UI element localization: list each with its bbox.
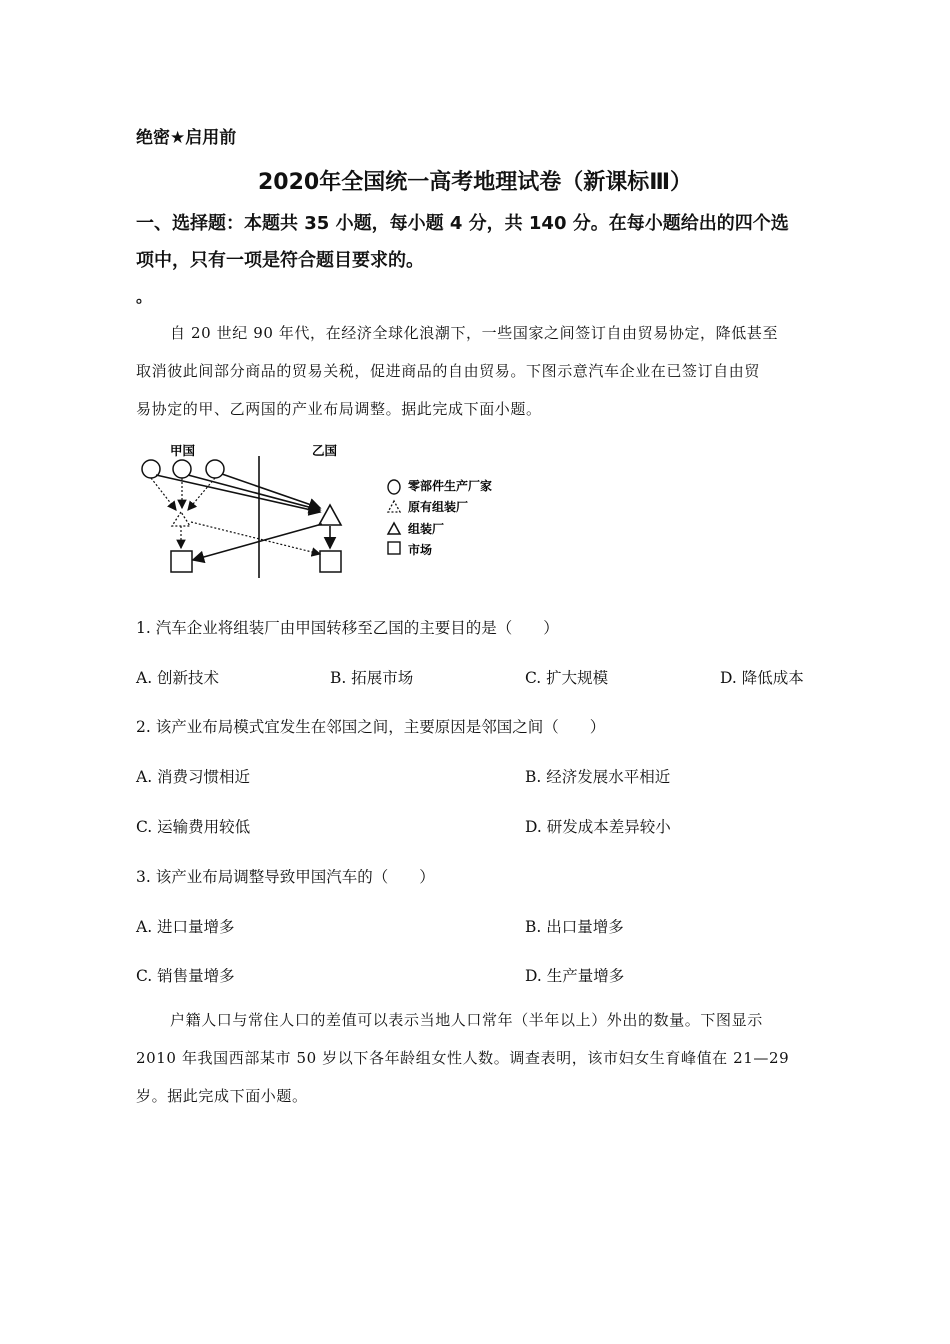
- question-2-option-a[interactable]: A. 消费习惯相近: [136, 768, 251, 786]
- parts-producer-icon: [206, 460, 224, 478]
- question-2-option-c[interactable]: C. 运输费用较低: [136, 818, 251, 836]
- section-dot: 。: [136, 287, 153, 306]
- legend-circle-icon: [388, 480, 400, 494]
- question-2-stem: 2. 该产业布局模式宜发生在邻国之间，主要原因是邻国之间（ ）: [136, 718, 606, 736]
- legend-label-original: 原有组装厂: [408, 500, 469, 514]
- question-1-option-b[interactable]: B. 拓展市场: [330, 669, 414, 687]
- question-2-option-d[interactable]: D. 研发成本差异较小: [525, 818, 671, 836]
- passage1-line2: 取消彼此间部分商品的贸易关税，促进商品的自由贸易。下图示意汽车企业在已签订自由贸: [136, 362, 761, 380]
- market-icon: [171, 551, 192, 572]
- question-1-option-d[interactable]: D. 降低成本: [720, 669, 804, 687]
- legend-label-parts: 零部件生产厂家: [408, 479, 493, 493]
- passage1-line1: 自 20 世纪 90 年代，在经济全球化浪潮下，一些国家之间签订自由贸易协定，降低甚至: [170, 324, 779, 342]
- page-title: 2020年全国统一高考地理试卷（新课标Ⅲ）: [257, 170, 693, 195]
- diagram-svg: [136, 438, 516, 583]
- legend-label-assembly: 组装厂: [408, 522, 445, 536]
- confidential-label: 绝密★启用前: [136, 128, 237, 148]
- market-icon: [320, 551, 341, 572]
- question-1-option-a[interactable]: A. 创新技术: [136, 669, 220, 687]
- country-a-label: 甲国: [170, 443, 196, 458]
- legend-square-icon: [388, 542, 400, 554]
- question-3-option-b[interactable]: B. 出口量增多: [525, 918, 624, 936]
- section-instruction-line1: 一、选择题：本题共 35 小题，每小题 4 分，共 140 分。在每小题给出的四个选: [136, 213, 789, 234]
- section-instruction-line2: 项中，只有一项是符合题目要求的。: [136, 250, 424, 271]
- industry-layout-diagram: [136, 438, 516, 583]
- question-3-option-a[interactable]: A. 进口量增多: [136, 918, 235, 936]
- question-3-stem: 3. 该产业布局调整导致甲国汽车的（ ）: [136, 868, 435, 886]
- passage2-line3: 岁。据此完成下面小题。: [136, 1087, 308, 1105]
- passage1-line3: 易协定的甲、乙两国的产业布局调整。据此完成下面小题。: [136, 400, 542, 418]
- question-1-option-c[interactable]: C. 扩大规模: [525, 669, 609, 687]
- question-3-option-c[interactable]: C. 销售量增多: [136, 967, 235, 985]
- assembly-plant-icon: [319, 505, 341, 525]
- legend-dashed-triangle-icon: [388, 501, 400, 512]
- diagram-legend: [388, 478, 492, 557]
- question-1-stem: 1. 汽车企业将组装厂由甲国转移至乙国的主要目的是（ ）: [136, 619, 559, 637]
- original-assembly-icon: [172, 512, 190, 526]
- legend-label-market: 市场: [408, 543, 433, 557]
- legend-triangle-icon: [388, 523, 400, 534]
- question-2-option-b[interactable]: B. 经济发展水平相近: [525, 768, 671, 786]
- passage2-line1: 户籍人口与常住人口的差值可以表示当地人口常年（半年以上）外出的数量。下图显示: [170, 1011, 763, 1029]
- country-b-label: 乙国: [312, 443, 338, 458]
- question-3-option-d[interactable]: D. 生产量增多: [525, 967, 625, 985]
- passage2-line2: 2010 年我国西部某市 50 岁以下各年龄组女性人数。调查表明，该市妇女生育峰值在 21—29: [136, 1049, 790, 1067]
